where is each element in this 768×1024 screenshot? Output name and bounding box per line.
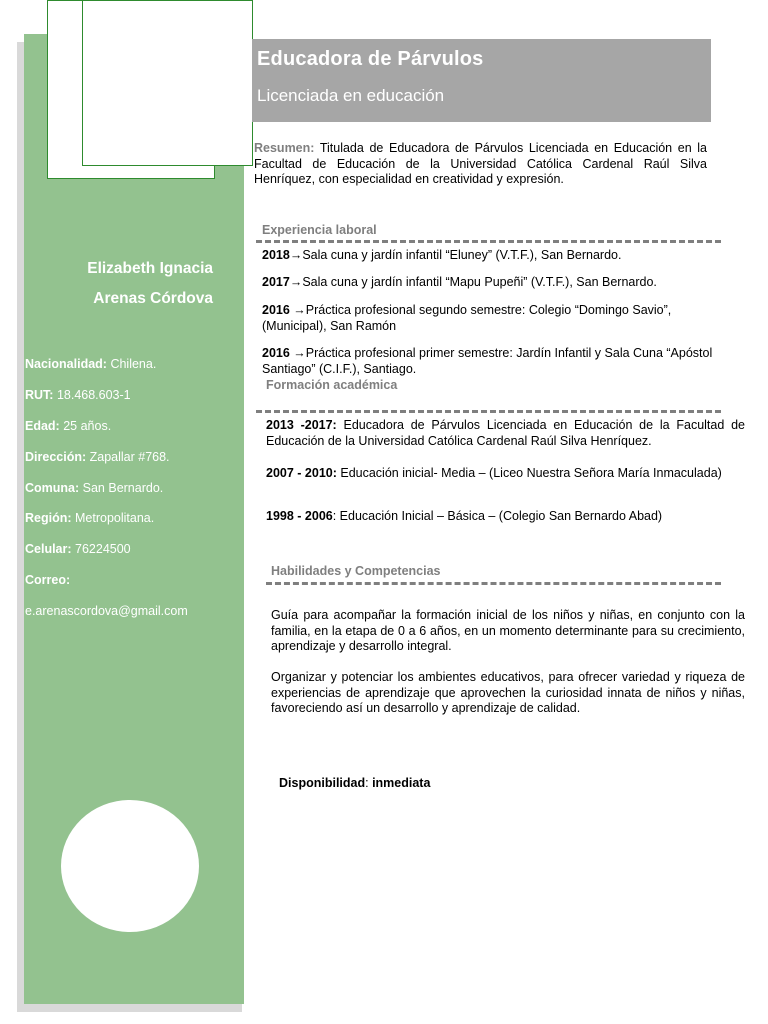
education-divider bbox=[256, 410, 721, 413]
education-item bbox=[266, 509, 745, 525]
experience-divider bbox=[256, 240, 721, 243]
info-value: Chilena. bbox=[106, 357, 157, 371]
info-value: 25 años. bbox=[59, 419, 112, 433]
info-rut bbox=[25, 388, 131, 402]
info-label: RUT: bbox=[25, 388, 54, 402]
education-years: 1998 - 2006 bbox=[266, 509, 333, 523]
experience-year: 2018 bbox=[262, 248, 290, 262]
info-label: Celular: bbox=[25, 542, 72, 556]
education-text: Educación inicial- Media – (Liceo Nuestra Señora María Inmaculada) bbox=[336, 466, 722, 480]
education-text: : Educación Inicial – Básica – (Colegio San Bernardo Abad) bbox=[332, 509, 663, 523]
info-value: Metropolitana. bbox=[71, 511, 155, 525]
info-region bbox=[25, 511, 154, 525]
info-value: Zapallar #768. bbox=[86, 450, 170, 464]
info-commune bbox=[25, 481, 163, 495]
education-text: Educadora de Párvulos Licenciada en Educación de la Facultad de Educación de la Universidad Católica Cardenal Raúl Silva Henríquez. bbox=[266, 418, 745, 448]
summary-text: Titulada de Educadora de Párvulos Licenciada en Educación en la Facultad de Educación de la Universidad Católica Cardenal Raúl Silva Henríquez, con especialidad en creatividad y expresión. bbox=[254, 141, 707, 186]
education-years: 2013 -2017: bbox=[266, 418, 337, 432]
page-title: Educadora de Párvulos bbox=[257, 48, 484, 70]
summary-paragraph bbox=[254, 141, 707, 188]
availability bbox=[279, 776, 430, 790]
experience-year: 2016 bbox=[262, 303, 290, 317]
experience-item bbox=[262, 248, 732, 264]
experience-year: 2017 bbox=[262, 275, 290, 289]
experience-item bbox=[262, 275, 732, 291]
info-label: Edad: bbox=[25, 419, 60, 433]
experience-item bbox=[262, 346, 732, 377]
arrow-icon: → bbox=[289, 248, 303, 262]
experience-text: Práctica profesional primer semestre: Jardín Infantil y Sala Cuna “Apóstol Santiago” (C.I.F.), Santiago. bbox=[262, 346, 713, 376]
education-heading: Formación académica bbox=[266, 378, 398, 392]
decorative-circle bbox=[61, 800, 199, 932]
availability-separator: : bbox=[365, 776, 373, 790]
skills-paragraph: Organizar y potenciar los ambientes educativos, para ofrecer variedad y riqueza de experiencias de aprendizaje que aprovechen la curiosidad innata de niños y niñas, favoreciendo así un desarrollo y aprendizaje de calidad. bbox=[271, 670, 745, 715]
candidate-last-names: Arenas Córdova bbox=[93, 290, 213, 307]
info-phone bbox=[25, 542, 131, 556]
info-nationality bbox=[25, 357, 156, 371]
summary-label: Resumen: bbox=[254, 141, 315, 155]
arrow-icon: → bbox=[289, 275, 303, 289]
info-value: 76224500 bbox=[71, 542, 131, 556]
education-years: 2007 - 2010: bbox=[266, 466, 337, 480]
info-age bbox=[25, 419, 111, 433]
info-label: Correo: bbox=[25, 573, 71, 587]
skills-divider bbox=[266, 582, 721, 585]
education-item bbox=[266, 466, 745, 482]
arrow-icon: → bbox=[289, 303, 306, 317]
info-value: 18.468.603-1 bbox=[53, 388, 131, 402]
availability-value: inmediata bbox=[372, 776, 431, 790]
info-email: e.arenascordova@gmail.com bbox=[25, 604, 188, 618]
experience-item bbox=[262, 303, 732, 334]
experience-text: Sala cuna y jardín infantil “Mapu Pupeñi” (V.T.F.), San Bernardo. bbox=[302, 275, 657, 289]
info-email-label bbox=[25, 573, 70, 587]
photo-frame-inner bbox=[82, 0, 253, 166]
page-subtitle: Licenciada en educación bbox=[257, 86, 445, 105]
info-label: Dirección: bbox=[25, 450, 87, 464]
arrow-icon: → bbox=[289, 346, 306, 360]
info-label: Nacionalidad: bbox=[25, 357, 107, 371]
availability-label: Disponibilidad bbox=[279, 776, 366, 790]
info-label: Región: bbox=[25, 511, 72, 525]
skills-paragraph: Guía para acompañar la formación inicial de los niños y niñas, en conjunto con la familia, en la etapa de 0 a 6 años, en un momento determinante para su crecimiento, aprendizaje y desarrollo integral. bbox=[271, 608, 745, 653]
info-value: San Bernardo. bbox=[79, 481, 164, 495]
experience-text: Práctica profesional segundo semestre: Colegio “Domingo Savio”, (Municipal), San Ramón bbox=[262, 303, 672, 333]
experience-text: Sala cuna y jardín infantil “Eluney” (V.T.F.), San Bernardo. bbox=[302, 248, 622, 262]
experience-heading: Experiencia laboral bbox=[262, 223, 377, 237]
candidate-first-names: Elizabeth Ignacia bbox=[87, 260, 213, 277]
education-item bbox=[266, 418, 745, 449]
info-label: Comuna: bbox=[25, 481, 80, 495]
experience-year: 2016 bbox=[262, 346, 290, 360]
info-address bbox=[25, 450, 170, 464]
skills-heading: Habilidades y Competencias bbox=[271, 564, 441, 578]
